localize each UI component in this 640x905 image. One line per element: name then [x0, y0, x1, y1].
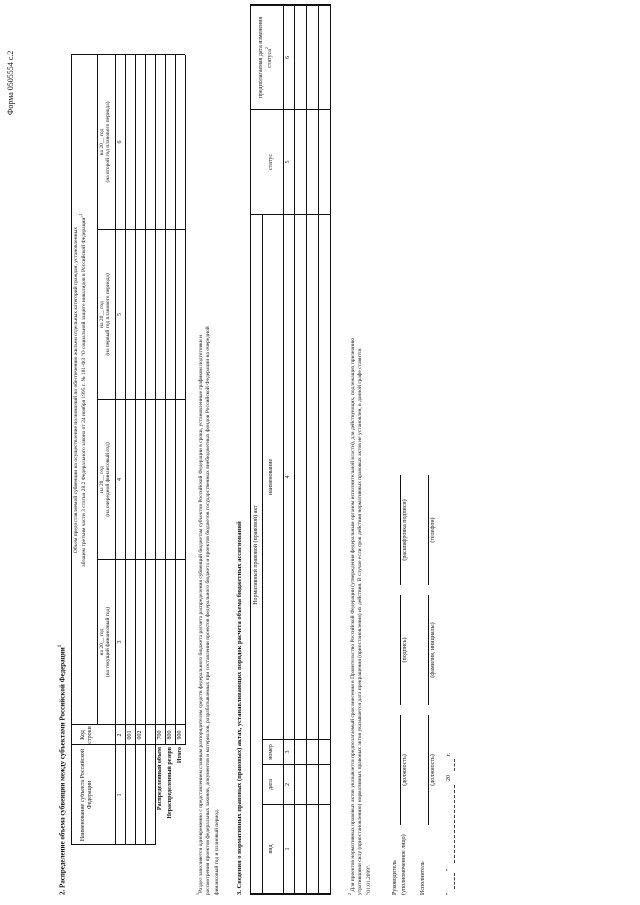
executor-label: Исполнитель: [420, 861, 426, 895]
grid-line: [97, 399, 185, 400]
head-decode-line: [400, 475, 401, 585]
grid-line: [175, 55, 176, 745]
row-code: 700: [157, 730, 163, 740]
col-header-name: Наименование субъекта Российской Федерации: [80, 748, 93, 842]
col-number: 6: [285, 56, 291, 59]
grid-line: [97, 55, 98, 725]
head-signature-line: [400, 595, 401, 705]
grid-line: [71, 724, 185, 725]
date-year-prefix: 20: [446, 775, 452, 781]
grid-line: [71, 54, 185, 55]
footnote2-line3: "01.01.2099".: [366, 864, 372, 895]
grid-line: [165, 55, 166, 745]
footnote1-line1: $^1$Раздел заполняется одновременно с представлением главным распорядителем средств федерального бюджета расчета распределения субвенций бюджетам субъектов Российской Федерации в сроки, установленные графиком подготовки и: [195, 335, 204, 895]
grid-line: [135, 55, 136, 845]
head-label: Руководитель: [392, 860, 398, 895]
col-header-number: номер: [268, 744, 274, 760]
grid-line: [250, 893, 331, 895]
col-number: 3: [117, 640, 123, 644]
row-code: 900: [177, 730, 183, 740]
col-header-plan-year2: на 20__ год (на второй год планового периода): [99, 101, 112, 183]
col-header-kind: вид: [268, 844, 274, 854]
footnote2-line1: $^2$ Для проектов нормативных правовых актов указывается предполагаемый срок внесения в Правительство Российской Федерации (утверждения федеральным органом исполнительной власти), для действующих, подлежащих признанию: [347, 337, 356, 895]
date-quote-open: ": [446, 892, 452, 895]
row-name-distributed: Распределенный объем: [157, 747, 163, 811]
row-code: 002: [137, 730, 143, 740]
col-number: 3: [285, 750, 291, 754]
executor-position-line: [428, 715, 429, 825]
col-header-code: Код строки: [80, 726, 93, 744]
date-quote-close: ": [446, 868, 452, 871]
col-header-status: статус: [268, 153, 274, 171]
executor-phone-line: [428, 475, 429, 585]
row-name-total: Итого: [177, 747, 183, 764]
date-year-line[interactable]: [454, 759, 455, 771]
col-number: 5: [117, 313, 123, 316]
date-month-line[interactable]: [454, 785, 455, 863]
footnote2-line2: утратившими силу (приостановлению) нормативных правовых актов указывается дата прекращения (приостановления) их действия. В случае если срок действия нормативных правовых актов не установлен, в данной графе ставится: [357, 348, 363, 895]
head-signature-caption: (подпись): [402, 637, 408, 663]
grid-line: [155, 55, 156, 845]
head-decode-caption: (расшифровка подписи): [402, 499, 408, 561]
head-position-line: [400, 715, 401, 825]
grid-line: [250, 5, 251, 895]
date-day-line[interactable]: [454, 873, 455, 889]
col-header-year-next: на 20__ год (на очередной финансовый год): [99, 442, 112, 517]
col-header-status-change-date: предполагаемая дата изменения статуса$^2$: [258, 16, 273, 99]
col-header-title: наименование: [268, 458, 274, 496]
grid-line: [318, 5, 319, 895]
grid-line: [97, 229, 185, 230]
grid-line: [71, 844, 155, 845]
col-header-group: Объем предоставляемой субвенции на осуществление полномочий по обеспечению жильем отдельных категорий граждан, установленных абзацем третьим части 3 статьи 28.2 Федерального закона от 24 ноября 1995 г. № 181-ФЗ "О социальной защите инвалидов в Российской Федерации"$^1$: [73, 213, 87, 567]
grid-line: [306, 5, 307, 895]
row-code: 800: [167, 730, 173, 740]
col-header-act-group: Нормативный правовой (правовой) акт: [253, 505, 259, 605]
col-number: 6: [117, 140, 123, 144]
grid-line: [125, 55, 126, 845]
col-number: 2: [285, 783, 291, 786]
grid-line: [71, 55, 72, 845]
grid-line: [294, 5, 295, 895]
row-name-reserve: Нераспределенный резерв: [167, 747, 173, 819]
grid-line: [330, 5, 331, 895]
col-number: 1: [285, 847, 291, 851]
grid-line: [115, 55, 116, 845]
row-code: 001: [127, 730, 133, 740]
grid-line: [145, 55, 146, 845]
col-number: 4: [117, 478, 123, 481]
form-number: Форма 0505554 с.2: [6, 50, 15, 115]
col-header-plan-year1: на 20__ год (на первый год планового периода): [99, 273, 112, 356]
col-number: 5: [285, 160, 291, 164]
footnote1-line3: финансовый год и плановый период.: [214, 808, 220, 895]
grid-line: [262, 215, 263, 895]
section2-title: 2. Распределение объема субвенции между субъектами Российской Федерации$^1$: [58, 644, 67, 895]
grid-line: [283, 5, 284, 895]
head-sublabel: (уполномоченное лицо): [401, 834, 407, 895]
date-year-suffix: г.: [446, 752, 452, 756]
footnote1-line2: рассмотрения проектов федеральных законов, документов и материалов, разрабатываемых при составлении проектов федерального бюджета и проектов бюджетов государственных внебюджетных фондов Российской Федерации на очередной: [205, 326, 211, 895]
head-position-caption: (должность): [402, 754, 408, 786]
grid-line: [71, 744, 185, 745]
grid-line: [97, 559, 185, 560]
col-header-year-current: на 20__ год (на текущий финансовый год): [99, 606, 112, 678]
executor-fio-line: [428, 595, 429, 705]
col-number: 2: [117, 733, 123, 737]
section3-title: 3. Сведения о нормативных правовых (правовых) актах, устанавливающих порядок расчета объема бюджетных ассигнований: [236, 521, 243, 895]
executor-phone-caption: (телефон): [430, 517, 436, 543]
col-number: 4: [285, 475, 291, 479]
grid-line: [185, 55, 186, 745]
executor-fio-caption: (фамилия, инициалы): [430, 622, 436, 678]
col-header-date: дата: [268, 779, 274, 790]
executor-position-caption: (должность): [430, 754, 436, 786]
col-number: 1: [117, 793, 123, 797]
